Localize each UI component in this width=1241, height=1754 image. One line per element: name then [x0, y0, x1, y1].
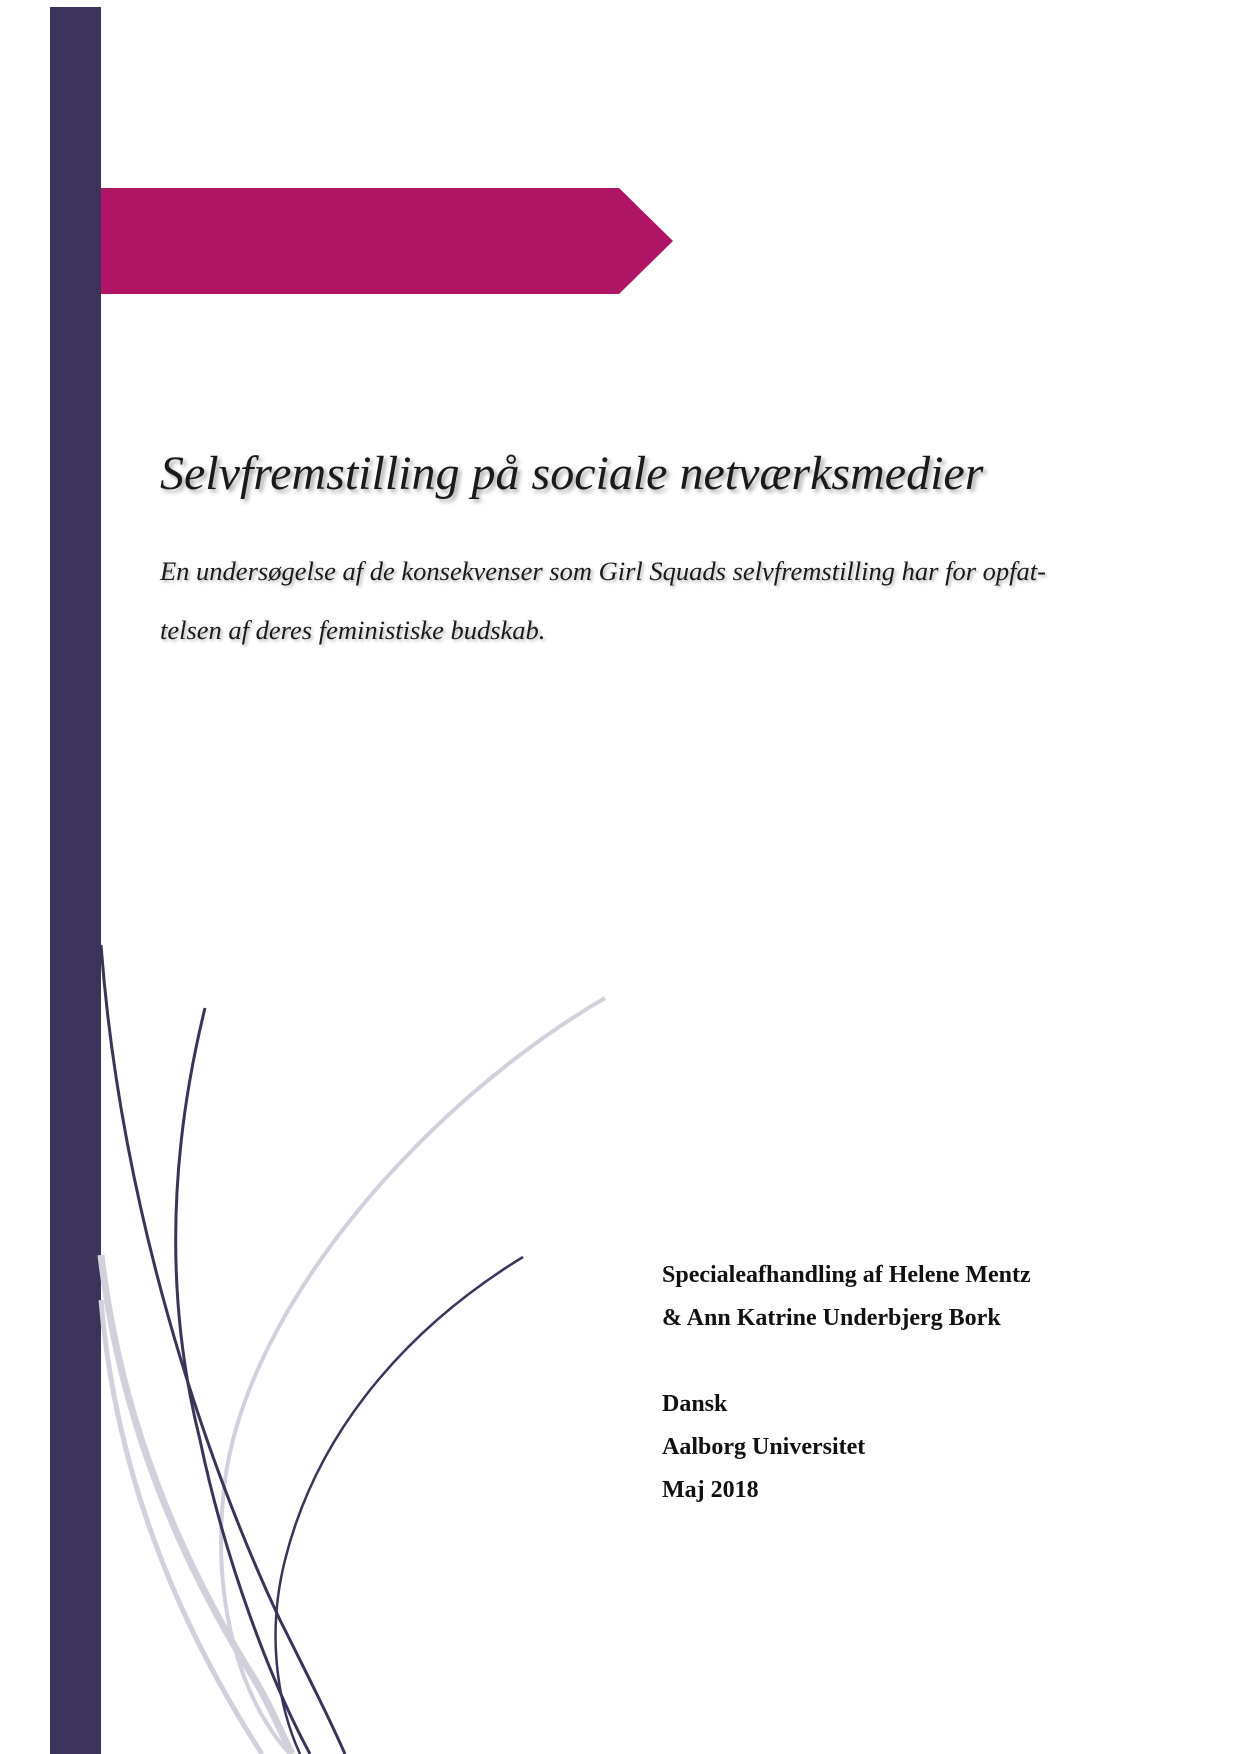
subject: Dansk — [662, 1391, 728, 1417]
subtitle-line-2: telsen af deres feministiske budskab. — [160, 615, 546, 645]
thesis-info — [662, 1254, 1031, 1512]
spacer — [662, 1340, 1031, 1383]
authors-line-2: & Ann Katrine Underbjerg Bork — [662, 1305, 1001, 1331]
date: Maj 2018 — [662, 1477, 759, 1503]
authors-line-1: Specialeafhandling af Helene Mentz — [662, 1262, 1031, 1288]
document-title: Selvfremstilling på sociale netværksmedier — [160, 447, 984, 500]
curve-dark-3 — [276, 1257, 523, 1754]
curve-light-3 — [101, 1300, 262, 1754]
curve-light-2 — [101, 1255, 292, 1754]
subtitle-line-1: En undersøgelse af de konsekvenser som Girl Squads selvfremstilling har for opfat- — [160, 556, 1046, 586]
curve-light-1 — [221, 998, 605, 1754]
document-subtitle — [160, 542, 1150, 660]
university: Aalborg Universitet — [662, 1434, 866, 1460]
